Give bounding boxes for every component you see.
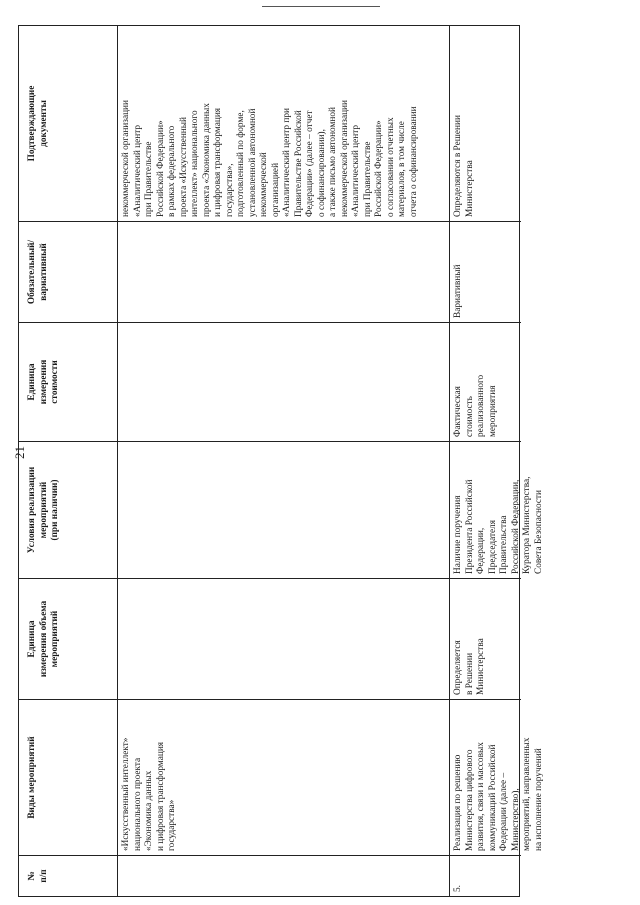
cell-activity-type bbox=[118, 700, 449, 856]
cell-line: «Экономика данных bbox=[144, 770, 154, 851]
cell-line: Президента Российской bbox=[464, 479, 475, 574]
header-cell-documents bbox=[19, 26, 117, 222]
cell-line: Правительстве Российской bbox=[293, 110, 304, 217]
data-table bbox=[18, 25, 544, 897]
cell-line: отчета о софинансировании bbox=[408, 106, 419, 217]
cell-line: и цифровая трансформация bbox=[155, 741, 166, 851]
cell-line: некоммерческой организации bbox=[121, 100, 131, 217]
cell-line: некоммерческой организации bbox=[339, 100, 350, 217]
cell-line: стоимости bbox=[50, 360, 60, 404]
cell-line: при Правительстве bbox=[362, 141, 373, 217]
cell-line: национального проекта bbox=[132, 757, 143, 851]
header-cell-number bbox=[19, 856, 117, 896]
cell-line: Председателя bbox=[487, 519, 498, 574]
cell-line: Министерство), bbox=[510, 788, 521, 851]
cell-line: в рамках федерального bbox=[167, 125, 177, 217]
cell-line: № bbox=[27, 871, 37, 881]
cell-line: материалов, в том числе bbox=[397, 121, 407, 217]
cell-cost-unit bbox=[450, 323, 521, 442]
cell-line: мероприятий bbox=[38, 481, 49, 539]
cell-conditions bbox=[118, 442, 449, 579]
cell-line: государства» bbox=[167, 799, 177, 851]
cell-line: Единица bbox=[27, 620, 37, 658]
cell-line: мероприятия bbox=[487, 385, 498, 437]
cell-line: некоммерческой bbox=[259, 152, 269, 217]
cell-mandatory bbox=[450, 222, 521, 323]
header-cell-conditions bbox=[19, 442, 117, 579]
cell-line: развития, связи и массовых bbox=[476, 742, 486, 851]
cell-line: (при наличии) bbox=[50, 479, 60, 541]
cell-line: Российской Федерации» bbox=[155, 120, 166, 217]
cell-line: о софинансировании), bbox=[316, 129, 327, 217]
header-cell-mandatory bbox=[19, 222, 117, 323]
cell-line: «Аналитический центр bbox=[351, 124, 361, 217]
cell-line: мероприятий, направленных bbox=[522, 737, 532, 851]
cell-documents bbox=[450, 26, 521, 222]
cell-line: на исполнение поручений bbox=[533, 748, 544, 851]
cell-line: Виды мероприятий bbox=[27, 736, 37, 819]
cell-line: Фактическая bbox=[453, 386, 463, 437]
cell-line: Условия реализации bbox=[27, 466, 37, 554]
cell-line: организацией bbox=[270, 162, 281, 217]
cell-line: подготовленный по форме, bbox=[236, 110, 246, 217]
cell-line: Определяются в Решении bbox=[453, 115, 463, 217]
header-cell-activity-type bbox=[19, 700, 117, 856]
cell-number bbox=[118, 856, 449, 896]
cell-line: Подтверждающие bbox=[27, 85, 37, 162]
cell-line: коммуникаций Российской bbox=[487, 744, 498, 851]
cell-line: «Искусственный интеллект» bbox=[121, 737, 131, 851]
cell-line: «Аналитический центр при bbox=[282, 108, 292, 217]
cell-line: Совета Безопасности bbox=[533, 489, 544, 574]
cell-line: 5. bbox=[453, 885, 463, 892]
cell-line: Федерации, bbox=[476, 527, 486, 574]
cell-line: Федерации (далее – bbox=[499, 772, 509, 851]
cell-line: интеллект» национального bbox=[190, 110, 200, 217]
cell-line: и цифровая трансформация bbox=[213, 107, 223, 217]
cell-line: вариативный bbox=[38, 243, 49, 301]
cell-line: Реализация по решению bbox=[453, 754, 463, 851]
table-row bbox=[117, 26, 449, 896]
cell-documents bbox=[118, 26, 449, 222]
cell-line: Определяется bbox=[453, 640, 463, 695]
cell-conditions bbox=[450, 442, 544, 579]
cell-line: Министерства bbox=[464, 160, 475, 217]
cell-line: документы bbox=[38, 100, 49, 147]
cell-line: «Аналитический центр bbox=[132, 124, 143, 217]
header-cell-volume-unit bbox=[19, 579, 117, 700]
cell-line: в Решении bbox=[464, 652, 475, 695]
cell-line: установленной автономной bbox=[247, 108, 258, 217]
cell-line: п/п bbox=[38, 869, 49, 883]
cell-activity-type bbox=[450, 700, 544, 856]
table-row bbox=[449, 26, 544, 896]
cell-line: Вариативный bbox=[453, 264, 463, 318]
cell-line: Единица bbox=[27, 363, 37, 401]
cell-volume-unit bbox=[450, 579, 521, 700]
cell-line: Правительства bbox=[499, 515, 509, 574]
cell-line: о согласовании отчетных bbox=[385, 117, 396, 217]
cell-line: Российской Федерации, bbox=[510, 479, 521, 574]
cell-line: Наличие поручения bbox=[453, 495, 463, 574]
header-cell-cost-unit bbox=[19, 323, 117, 442]
table-header-row bbox=[19, 26, 117, 896]
cell-line: при Правительстве bbox=[144, 141, 154, 217]
cell-line: Куратора Министерства, bbox=[522, 476, 532, 574]
cell-line: реализованного bbox=[476, 374, 486, 437]
cell-line: Обязательный/ bbox=[27, 239, 37, 305]
cell-line: государства», bbox=[224, 163, 235, 217]
cell-number bbox=[450, 856, 521, 896]
cell-line: Федерации» (далее – отчет bbox=[305, 110, 315, 217]
cell-line: Министерства bbox=[476, 638, 486, 695]
page-number: 21 bbox=[12, 446, 27, 459]
cell-mandatory bbox=[118, 222, 449, 323]
cell-line: а также письмо автономной bbox=[328, 107, 338, 217]
cell-volume-unit bbox=[118, 579, 449, 700]
cell-cost-unit bbox=[118, 323, 449, 442]
cell-line: мероприятий bbox=[50, 610, 60, 668]
cell-line: Российской Федерации» bbox=[374, 120, 384, 217]
cell-line: измерения объема bbox=[38, 600, 49, 678]
cell-line: стоимость bbox=[464, 396, 475, 437]
cell-line: проекта «Искусственный bbox=[178, 116, 189, 217]
cell-line: проекта «Экономика данных bbox=[201, 103, 212, 217]
cell-line: измерения bbox=[38, 359, 49, 405]
cell-line: Министерства цифрового bbox=[464, 749, 475, 851]
